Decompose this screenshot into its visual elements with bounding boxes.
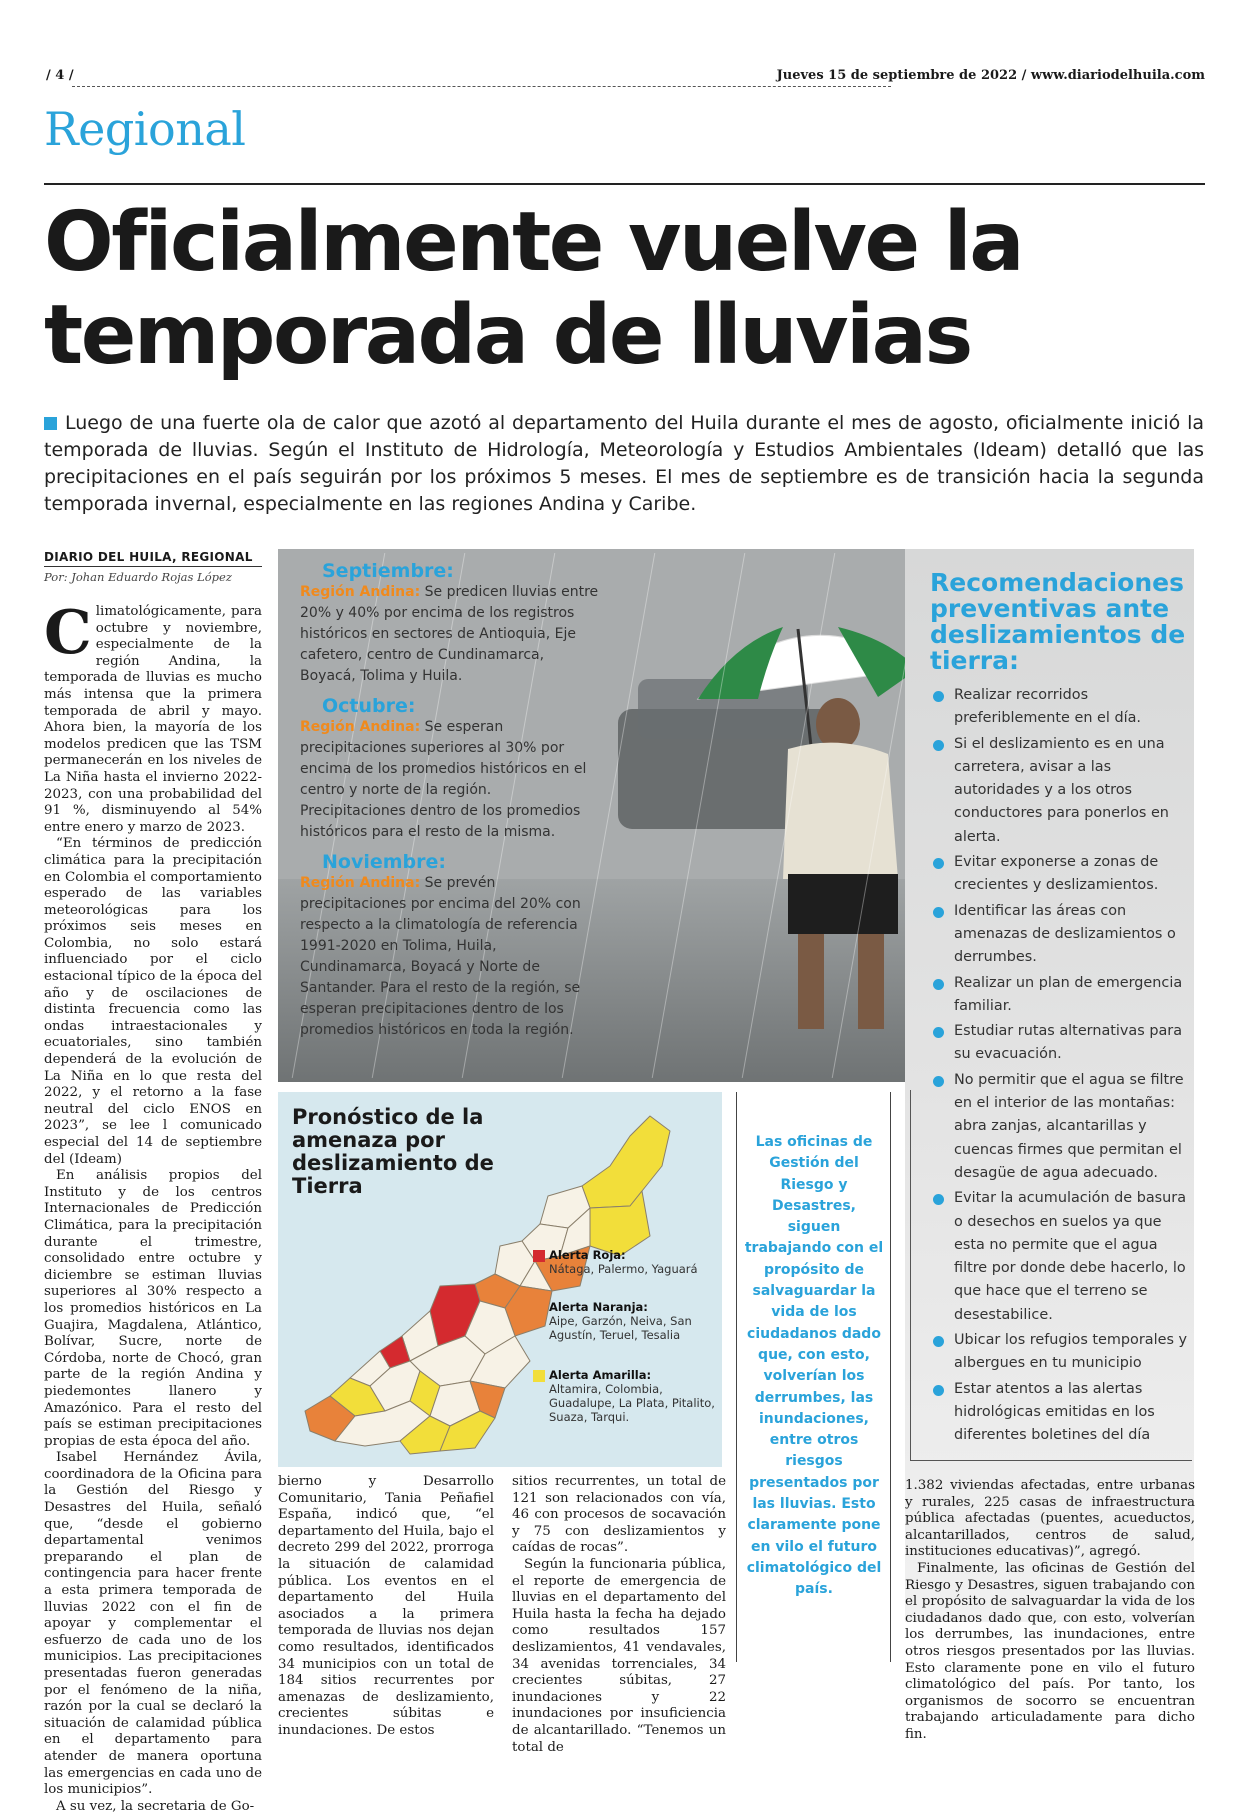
paragraph: Finalmente, las oficinas de Gestión del Riesgo y Desastres, siguen trabajando con el propósito de salvaguardar la vida de los ciudadanos dado que, con esto, volverían los derrumbes, las inundaciones, entre otros riesgos presentados por las lluvias. Esto claramente pone en vilo el futuro climatológico del país. Por tanto, los organismos de socorro se encuentran trabajando articuladamente para dicho fin. xyxy=(905,1560,1195,1742)
page-number: / 4 / xyxy=(46,68,74,83)
header-dashed-rule xyxy=(72,86,891,87)
article-column-1 xyxy=(44,598,262,1814)
forecast-text: Se prevén precipitaciones por encima del 20% con respecto a la climatología de referencia 1991-2020 en Tolima, Huila, Cundinamarca, Boyacá y Norte de Santander. Para el resto de la región, se esperan precipitaciones dentro de los promedios históricos en toda la región. xyxy=(300,875,581,1038)
paragraph: “En términos de predicción climática para la precipitación en Colombia el comportamiento esperado de las variables meteorológicas para los próximos seis meses en Colombia, no solo estará influenciado por el ciclo estacional típico de la época del año y de oscilaciones de distinta frecuencia como las ondas intraestacionales y ecuatoriales, sino también dependerá de la evolución de La Niña en lo que resta del 2022, y el retorno a la fase neutral del ciclo ENOS en 2023”, se lee l comunicado especial del 14 de septiembre del (Ideam) xyxy=(44,836,262,1167)
month-text-octubre xyxy=(300,717,600,843)
recommendations-border-bottom xyxy=(910,1460,1192,1461)
legend-municipios: Aipe, Garzón, Neiva, San Agustín, Teruel, Tesalia xyxy=(549,1314,692,1342)
month-title-octubre: Octubre: xyxy=(322,695,416,717)
list-item: Realizar un plan de emergencia familiar. xyxy=(930,972,1192,1019)
month-text-septiembre xyxy=(300,582,600,687)
legend-amarilla xyxy=(549,1368,719,1424)
article-column-2 xyxy=(278,1474,494,1744)
legend-label: Alerta Amarilla: xyxy=(549,1368,652,1382)
pull-quote-rule xyxy=(736,1092,737,1662)
paragraph: Isabel Hernández Ávila, coordinadora de la Oficina para la Gestión del Riesgo y Desastres del Huila, señaló que, “desde el gobierno departamental venimos preparando el plan de contingencia para hacer frente a esta primera temporada de lluvias 2022 con el fin de apoyar y complementar el esfuerzo de cada uno de los municipios. Las precipitaciones presentadas fueron generadas por el fenómeno de la niña, razón por la cual se declaró la situación de calamidad pública en el departamento para atender de manera oportuna las emergencias en cada uno de los municipios”. xyxy=(44,1450,262,1798)
region-label: Región Andina: xyxy=(300,875,421,891)
legend-label: Alerta Naranja: xyxy=(549,1300,648,1314)
list-item: Realizar recorridos preferiblemente en el día. xyxy=(930,684,1192,731)
list-item: Evitar la acumulación de basura o desechos en suelos ya que esta no permite que el agua filtre por donde debe hacerlo, lo que hace que el terreno se desestabilice. xyxy=(930,1187,1192,1327)
map-region xyxy=(582,1116,670,1208)
list-item: Estudiar rutas alternativas para su evacuación. xyxy=(930,1020,1192,1067)
list-item: Estar atentos a las alertas hidrológicas emitidas en los diferentes boletines del día xyxy=(930,1378,1192,1448)
lead-text: Luego de una fuerte ola de calor que azotó al departamento del Huila durante el mes de agosto, oficialmente inició la temporada de lluvias. Según el Instituto de Hidrología, Meteorología y Estudios Ambientales (Ideam) detalló que las precipitaciones en el país seguirán por los próximos 5 meses. El mes de septiembre es de transición hacia la segunda temporada invernal, especialmente en las regiones Andina y Caribe. xyxy=(44,412,1204,515)
byline-divider xyxy=(44,566,262,567)
list-item: Ubicar los refugios temporales y albergues en tu municipio xyxy=(930,1329,1192,1376)
paragraph: bierno y Desarrollo Comunitario, Tania Peñafiel España, indicó que, “el departamento del Huila, bajo el decreto 299 del 2022, prorroga la situación de calamidad pública. Los eventos en el departamento del Huila asociados a la primera temporada de lluvias nos dejan como resultados, identificados 34 municipios con un total de 184 sitios recurrentes por amenazas de deslizamiento, crecientes súbitas e inundaciones. De estos xyxy=(278,1474,494,1738)
region-label: Región Andina: xyxy=(300,719,421,735)
section-divider xyxy=(44,183,1205,185)
dateline: Jueves 15 de septiembre de 2022 / www.diariodelhuila.com xyxy=(776,68,1205,83)
forecast-text: Se esperan precipitaciones superiores al 30% por encima de los promedios históricos en el centro y norte de la región. Precipitaciones dentro de los promedios históricos para el resto de la misma. xyxy=(300,719,587,840)
paragraph: 1.382 viviendas afectadas, entre urbanas y rurales, 225 casas de infraestructura pública afectadas (puentes, acueductos, alcantarillados, centros de salud, instituciones educativas)”, agregó. xyxy=(905,1478,1195,1560)
recommendations-title: Recomendaciones preventivas ante deslizamientos de tierra: xyxy=(930,568,1186,675)
month-title-septiembre: Septiembre: xyxy=(322,560,454,582)
byline-author: Por: Johan Eduardo Rojas López xyxy=(44,570,232,584)
map-title: Pronóstico de la amenaza por deslizamiento de Tierra xyxy=(292,1105,494,1198)
drop-cap: C xyxy=(44,598,92,668)
list-item: Si el deslizamiento es en una carretera, avisar a las autoridades y a los otros conductores para ponerlos en alerta. xyxy=(930,733,1192,849)
paragraph: En análisis propios del Instituto y de los centros Internacionales de Predicción Climática, para la precipitación durante el trimestre, consolidado entre octubre y diciembre se estiman lluvias superiores al 30% respecto a los promedios históricos en La Guajira, Magdalena, Atlántico, Bolívar, Sucre, norte de Córdoba, norte de Chocó, gran parte de la región Andina y piedemontes llanero y Amazónico. Para el resto del país se estiman precipitaciones propias de esta época del año. xyxy=(44,1168,262,1449)
recommendations-list xyxy=(930,684,1192,1450)
headline xyxy=(44,196,1204,382)
paragraph: limatológicamente, para octubre y noviembre, especialmente de la región Andina, la temporada de lluvias es mucho más intensa que la primera temporada de abril y mayo. Ahora bien, la mayoría de los modelos predicen que las TSM permanecerán en los niveles de La Niña hasta el invierno 2022-2023, con una probabilidad del 91 %, disminuyendo al 54% entre enero y marzo de 2023. xyxy=(44,604,262,835)
legend-label: Alerta Roja: xyxy=(549,1248,626,1262)
legend-swatch-amarilla xyxy=(533,1370,545,1382)
month-text-noviembre xyxy=(300,873,600,1041)
legend-municipios: Nátaga, Palermo, Yaguará xyxy=(549,1262,698,1276)
lead-paragraph xyxy=(44,410,1204,518)
region-label: Región Andina: xyxy=(300,584,421,600)
list-item: Evitar exponerse a zonas de crecientes y deslizamientos. xyxy=(930,851,1192,898)
legend-swatch-roja xyxy=(533,1250,545,1262)
article-column-3 xyxy=(512,1474,726,1755)
legend-roja xyxy=(549,1248,719,1276)
legend-swatch-naranja xyxy=(533,1302,545,1314)
article-column-4 xyxy=(905,1478,1195,1748)
paragraph: A su vez, la secretaria de Go- xyxy=(56,1798,255,1814)
pull-quote: Las oficinas de Gestión del Riesgo y Desastres, siguen trabajando con el propósito de salvaguardar la vida de los ciudadanos dado que, con esto, volverían los derrumbes, las inundaciones, entre otros riesgos presentados por las lluvias. Esto claramente pone en vilo el futuro climatológico del país. xyxy=(744,1134,884,1598)
byline-organization: DIARIO DEL HUILA, REGIONAL xyxy=(44,550,253,564)
monthly-forecast xyxy=(300,560,600,1049)
legend-naranja xyxy=(549,1300,719,1342)
forecast-text: Se predicen lluvias entre 20% y 40% por encima de los registros históricos en sectores de Antioquia, Eje cafetero, centro de Cundinamarca, Boyacá, Tolima y Huila. xyxy=(300,584,599,684)
month-title-noviembre: Noviembre: xyxy=(322,851,446,873)
headline-line-2: temporada de lluvias xyxy=(44,288,971,383)
pull-quote-rule xyxy=(890,1092,891,1662)
square-bullet-icon xyxy=(44,417,57,430)
section-title: Regional xyxy=(44,102,246,156)
paragraph: sitios recurrentes, un total de 121 son relacionados con vía, 46 con procesos de socavación y 75 con deslizamientos y caídas de rocas”. xyxy=(512,1474,726,1556)
list-item: Identificar las áreas con amenazas de deslizamientos o derrumbes. xyxy=(930,900,1192,970)
list-item: No permitir que el agua se filtre en el interior de las montañas: abra zanjas, alcantarillas y cuencas firmes que permitan el desagüe de agua adecuado. xyxy=(930,1069,1192,1185)
paragraph: Según la funcionaria pública, el reporte de emergencia de lluvias en el departamento del Huila hasta la fecha ha dejado como resultados 157 deslizamientos, 41 vendavales, 34 avenidas torrenciales, 34 crecientes súbitas, 27 inundaciones y 22 inundaciones por insuficiencia de alcantarillado. “Tenemos un total de xyxy=(512,1556,726,1755)
recommendations-border-left xyxy=(910,1090,911,1460)
headline-line-1: Oficialmente vuelve la xyxy=(44,195,1023,290)
legend-municipios: Altamira, Colombia, Guadalupe, La Plata, Pitalito, Suaza, Tarqui. xyxy=(549,1382,715,1424)
